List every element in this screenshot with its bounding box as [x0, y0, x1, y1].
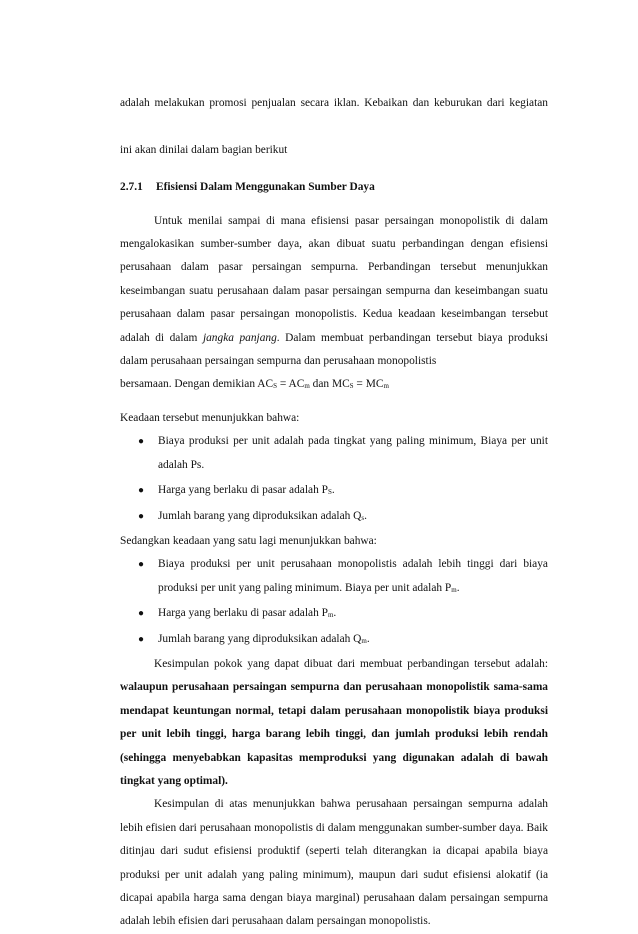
state-2-intro — [120, 530, 548, 553]
bullet-icon: ● — [138, 633, 145, 645]
paragraph-1-text-cont: . Dalam membuat perbandingan tersebut biaya produksi dalam perusahaan persaingan sempurna dan perusahaan monopolistis — [120, 331, 548, 368]
list-item-text: Jumlah barang yang diproduksikan adalah Q — [158, 509, 362, 522]
bullet-icon: ● — [138, 485, 145, 497]
equation-sub-s1: S — [273, 382, 278, 391]
list-item-sub: m — [451, 585, 457, 594]
list-item — [120, 602, 548, 625]
bullet-icon: ● — [138, 559, 145, 571]
conclusion-paragraph-2 — [120, 793, 548, 933]
conclusion-2-text: Kesimpulan di atas menunjukkan bahwa perusahaan persaingan sempurna adalah lebih efisien dari perusahaan monopolistis di dalam menggunakan sumber-sumber daya. Baik ditinjau dari sudut efisiensi produktif (seperti telah diterangkan ia dicapai apabila biaya produksi per unit adalah yang paling minimum), maupun dari sudut efisiensi alokatif (ia dicapai apabila harga sama dengan biaya marginal) perusahaan dalam persaingan sempurna adalah lebih efisien dari perusahaan dalam persaingan monopolistis. — [120, 798, 548, 928]
intro-line-1-text: adalah melakukan promosi penjualan secara iklan. Kebaikan dan keburukan dari kegiatan — [120, 97, 548, 109]
list-item-text-end: . — [331, 484, 335, 497]
list-item-text-end: . — [456, 581, 460, 594]
state-1-intro — [120, 407, 548, 430]
state-2-intro-text: Sedangkan keadaan yang satu lagi menunjukkan bahwa: — [120, 534, 377, 547]
list-item-text: Harga yang berlaku di pasar adalah P — [158, 607, 328, 620]
equation-sub-m1: m — [304, 382, 310, 391]
equation-sub-s2: S — [349, 382, 354, 391]
list-item-text-end: . — [364, 509, 367, 522]
state-2-list — [120, 553, 548, 651]
list-item-text: Biaya produksi per unit perusahaan monopolistis adalah lebih tinggi dari biaya produksi per unit yang paling minimum. Biaya per unit adalah P — [158, 558, 548, 594]
list-item-sub: m — [327, 611, 334, 620]
section-title: Efisiensi Dalam Menggunakan Sumber Daya — [156, 181, 375, 194]
intro-line-2 — [120, 139, 548, 162]
list-item-sub: m — [361, 636, 367, 645]
list-item-text: Jumlah barang yang diproduksikan adalah Q — [158, 632, 362, 645]
equation-mid-3: = MC — [353, 378, 384, 391]
bullet-icon: ● — [138, 608, 145, 620]
list-item-text: Harga yang berlaku di pasar adalah P — [158, 484, 328, 497]
intro-line-1 — [120, 92, 548, 139]
equation-line — [120, 373, 548, 396]
equation-mid-2: dan MC — [309, 378, 350, 391]
paragraph-1 — [120, 210, 548, 374]
intro-line-2-text: ini akan dinilai dalam bagian berikut — [120, 143, 288, 156]
list-item-text-end: . — [366, 632, 370, 645]
list-item — [120, 553, 548, 600]
document-page — [120, 92, 548, 934]
equation-sub-m2: m — [383, 382, 389, 391]
section-number: 2.7.1 — [120, 181, 143, 194]
list-item-sub: s — [361, 513, 365, 522]
state-1-intro-text: Keadaan tersebut menunjukkan bahwa: — [120, 411, 300, 424]
paragraph-1-italic: jangka panjang — [202, 331, 277, 344]
bullet-icon: ● — [138, 510, 145, 522]
conclusion-1-text: Kesimpulan pokok yang dapat dibuat dari membuat perbandingan tersebut adalah: — [154, 657, 548, 670]
list-item-text: Biaya produksi per unit adalah pada tingkat yang paling minimum, Biaya per unit adalah Ps. — [158, 435, 548, 471]
list-item — [120, 430, 548, 477]
equation-prefix: bersamaan. Dengan demikian AC — [120, 378, 274, 391]
list-item-sub: S — [327, 488, 332, 497]
bullet-icon: ● — [138, 436, 145, 448]
conclusion-1-bold: walaupun perusahaan persaingan sempurna dan perusahaan monopolistik sama-sama mendapat keuntungan normal, tetapi dalam perusahaan monopolistik biaya produksi per unit lebih tinggi, harga barang lebih tinggi, dan jumlah produksi lebih rendah (sehingga menyebabkan kapasitas memproduksi yang digunakan adalah di bawah tingkat yang optimal). — [120, 681, 548, 787]
paragraph-1-text: Untuk menilai sampai di mana efisiensi pasar persaingan monopolistik di dalam mengalokasikan sumber-sumber daya, akan dibuat suatu perbandingan dengan efisiensi perusahaan dalam pasar persaingan sempurna. Perbandingan tersebut menunjukkan keseimbangan suatu perusahaan dalam pasar persaingan sempurna dan keseimbangan suatu perusahaan dalam pasar persaingan monopolistis. Kedua keadaan keseimbangan tersebut adalah di dalam — [120, 214, 548, 344]
conclusion-paragraph-1 — [120, 653, 548, 793]
list-item — [120, 479, 548, 502]
equation-mid-1: = AC — [277, 378, 305, 391]
list-item — [120, 628, 548, 651]
list-item — [120, 505, 548, 528]
list-item-text-end: . — [333, 607, 337, 620]
section-heading — [120, 176, 548, 199]
state-1-list — [120, 430, 548, 528]
